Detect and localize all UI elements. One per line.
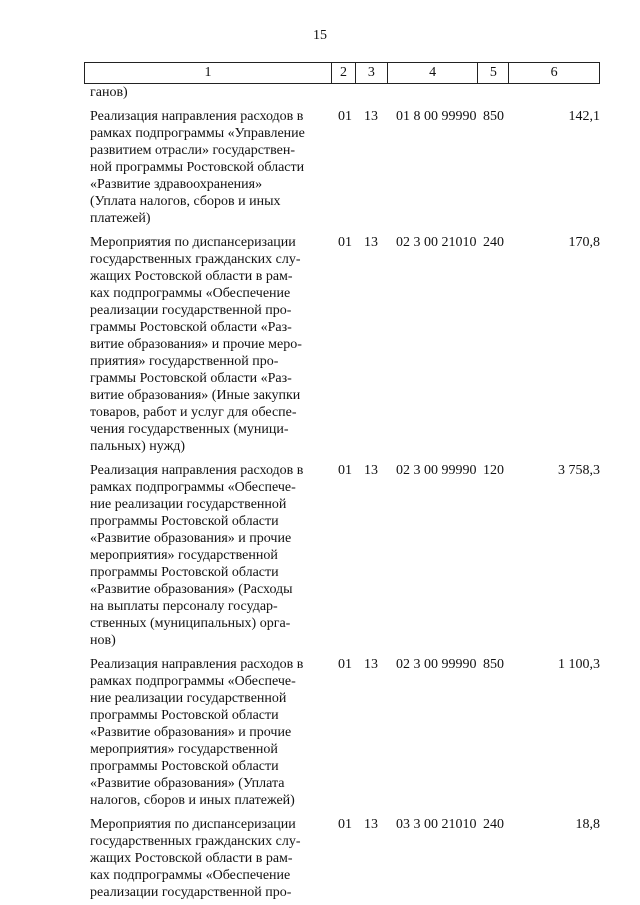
description-line: граммы Ростовской области «Раз- [90,371,292,386]
description-line: мероприятия» государственной [90,742,278,757]
expense-type-code: 850 [483,109,504,124]
description-line: Реализация направления расходов в [90,109,304,124]
description-line: пальных) нужд) [90,439,186,454]
table-row [84,656,600,809]
section-code: 01 [338,109,352,124]
description-line: жащих Ростовской области в рам- [90,851,293,866]
subsection-code: 13 [364,235,378,250]
description-line: витие образования» и прочие меро- [90,337,302,352]
description-line: «Развитие образования» и прочие [90,725,292,740]
amount-value: 142,1 [568,109,600,124]
header-col-2: 2 [332,63,356,83]
description-line: Реализация направления расходов в [90,463,304,478]
description-line: Мероприятия по диспансеризации [90,817,296,832]
row-description [84,108,332,227]
target-article-code: 02 3 00 99990 [396,657,477,672]
subsection-code: 13 [364,657,378,672]
description-line: витие образования» (Иные закупки [90,388,301,403]
description-line: реализации государственной про- [90,303,292,318]
table-row [84,816,600,901]
description-line: ках подпрограммы «Обеспечение [90,286,291,301]
header-col-5: 5 [478,63,509,83]
description-line: Мероприятия по диспансеризации [90,235,296,250]
section-code: 01 [338,235,352,250]
description-line: программы Ростовской области [90,759,279,774]
description-line: ках подпрограммы «Обеспечение [90,868,291,883]
description-line: ние реализации государственной [90,691,287,706]
row-description [84,816,332,901]
amount-value: 18,8 [575,817,600,832]
section-code: 01 [338,817,352,832]
target-article-code: 02 3 00 99990 [396,463,477,478]
expense-type-code: 850 [483,657,504,672]
description-line: развитием отрасли» государствен- [90,143,295,158]
description-line: жащих Ростовской области в рам- [90,269,293,284]
table-body [84,84,600,901]
description-line: программы Ростовской области [90,514,279,529]
description-line: мероприятия» государственной [90,548,278,563]
description-line: налогов, сборов и иных платежей) [90,793,295,808]
description-line: товаров, работ и услуг для обеспе- [90,405,297,420]
amount-value: 3 758,3 [558,463,600,478]
target-article-code: 02 3 00 21010 [396,235,477,250]
description-line: рамках подпрограммы «Управление [90,126,305,141]
subsection-code: 13 [364,463,378,478]
description-line: государственных гражданских слу- [90,252,301,267]
description-line: приятия» государственной про- [90,354,279,369]
page-number: 15 [313,28,327,43]
description-line: государственных гражданских слу- [90,834,301,849]
table-row [84,462,600,649]
section-code: 01 [338,657,352,672]
description-line: «Развитие образования» (Расходы [90,582,293,597]
description-line: рамках подпрограммы «Обеспече- [90,480,296,495]
amount-value: 1 100,3 [558,657,600,672]
continuation-text: ганов) [90,85,128,100]
table-row [84,108,600,227]
amount-value: 170,8 [568,235,600,250]
header-col-3: 3 [356,63,388,83]
table-row [84,234,600,455]
description-line: (Уплата налогов, сборов и иных [90,194,281,209]
description-line: ние реализации государственной [90,497,287,512]
description-line: платежей) [90,211,151,226]
row-description [84,462,332,649]
description-line: рамках подпрограммы «Обеспече- [90,674,296,689]
description-line: «Развитие образования» (Уплата [90,776,285,791]
description-line: ной программы Ростовской области [90,160,305,175]
expense-type-code: 240 [483,235,504,250]
subsection-code: 13 [364,109,378,124]
description-line: чения государственных (муници- [90,422,289,437]
description-line: нов) [90,633,116,648]
row-description [84,234,332,455]
header-col-1: 1 [85,63,332,83]
row-description [84,656,332,809]
description-line: на выплаты персоналу государ- [90,599,278,614]
header-col-4: 4 [388,63,479,83]
expense-type-code: 240 [483,817,504,832]
header-col-6: 6 [550,65,558,80]
expense-type-code: 120 [483,463,504,478]
section-code: 01 [338,463,352,478]
description-line: программы Ростовской области [90,565,279,580]
target-article-code: 03 3 00 21010 [396,817,477,832]
target-article-code: 01 8 00 99990 [396,109,477,124]
subsection-code: 13 [364,817,378,832]
description-line: программы Ростовской области [90,708,279,723]
description-line: граммы Ростовской области «Раз- [90,320,292,335]
description-line: реализации государственной про- [90,885,292,900]
description-line: «Развитие здравоохранения» [90,177,263,192]
description-line: Реализация направления расходов в [90,657,304,672]
description-line: «Развитие образования» и прочие [90,531,292,546]
table-header [84,62,600,84]
description-line: ственных (муниципальных) орга- [90,616,291,631]
